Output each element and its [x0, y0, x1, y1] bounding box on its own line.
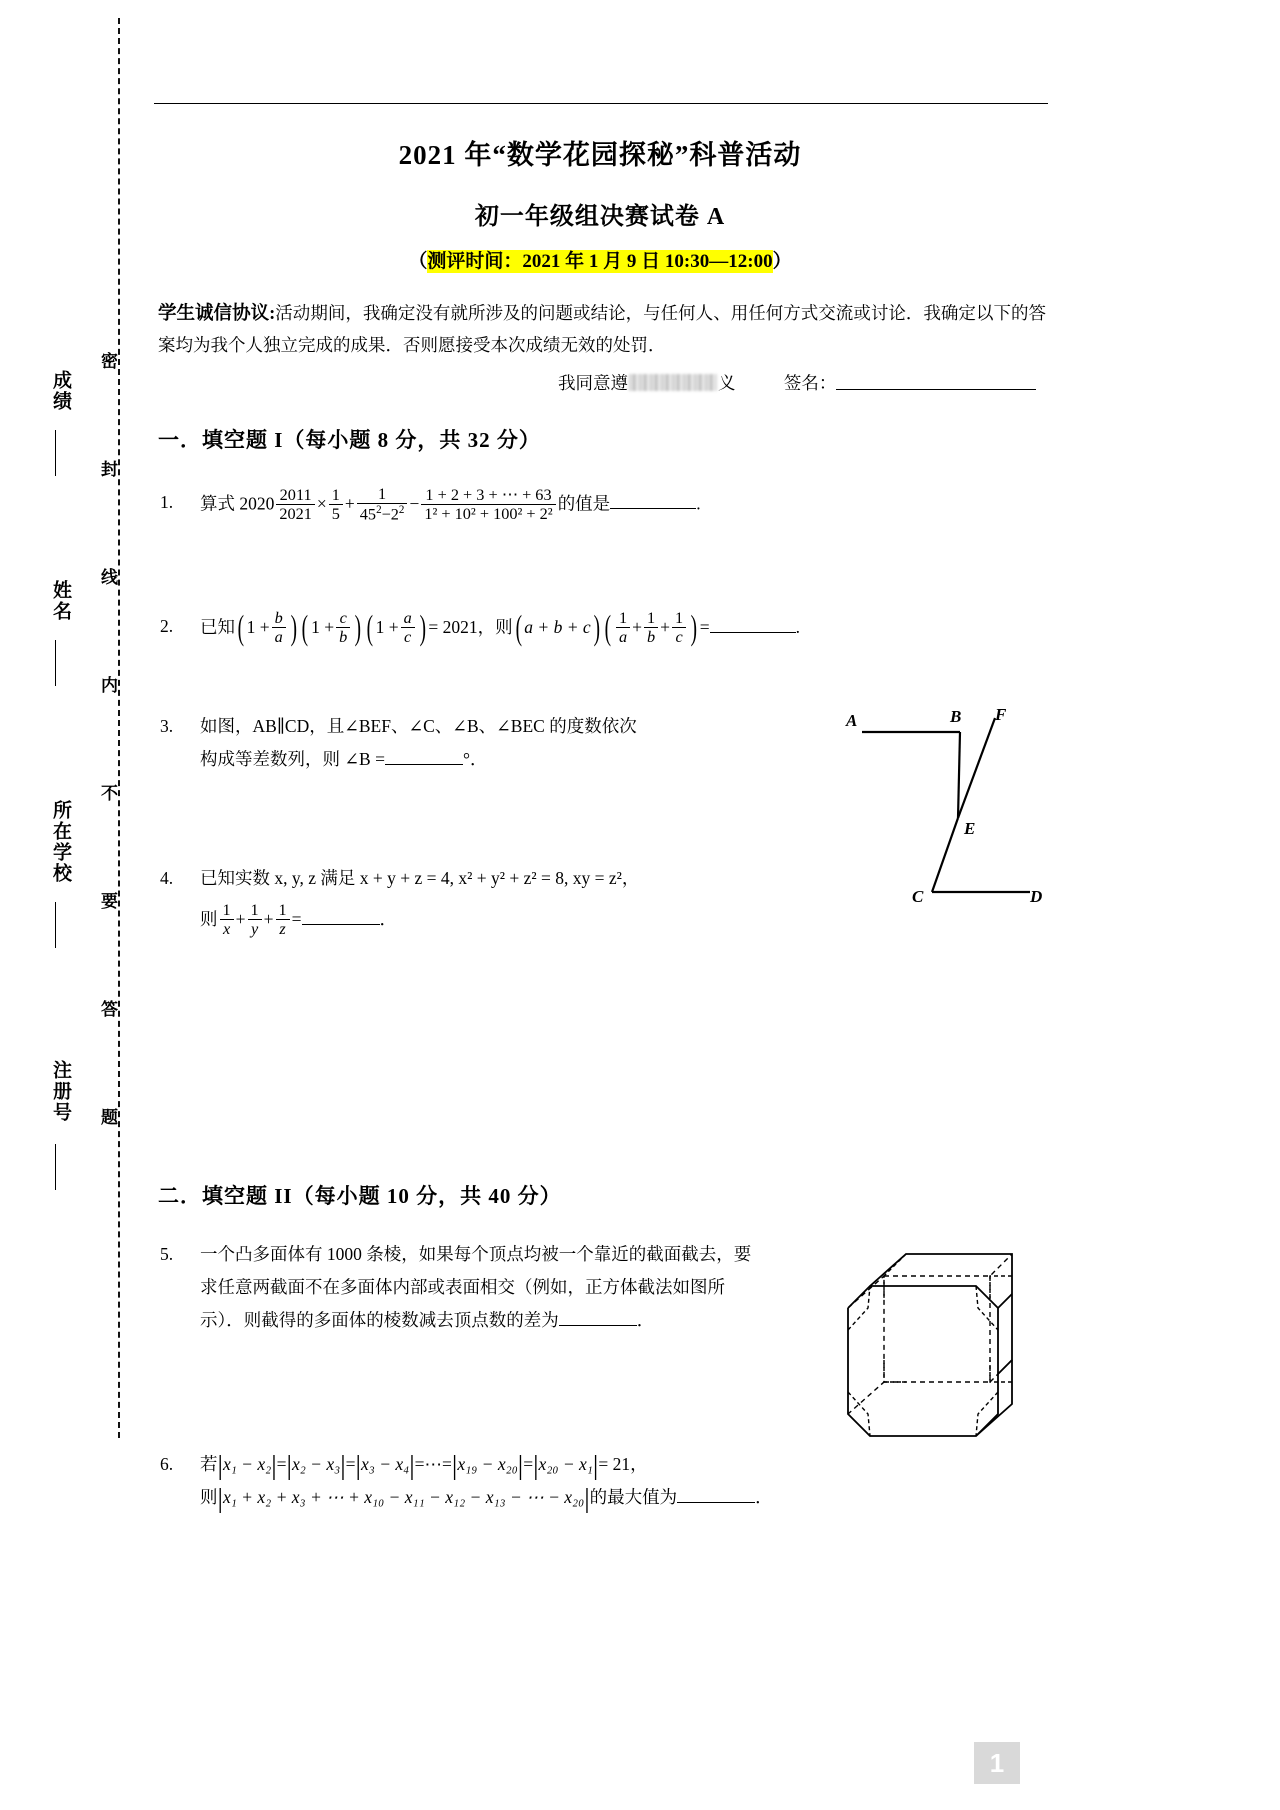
- seal-char-5: 不: [98, 784, 117, 803]
- question-6-body: 若|x₁ − x₂|=|x₂ − x₃|=|x₃ − x₄|=⋯=|x₁₉ − x₂₀|=|x₂₀ − x₁|= 21， 则|x₁ + x₂ + x₃ + ⋯ + x₁₀ − x₁₁ − x₁₂ − x₁₃ − ⋯ − x₂₀|的最大值为 ．: [200, 1449, 773, 1513]
- seal-char-3: 线: [98, 568, 117, 587]
- question-2-number: 2.: [160, 616, 174, 636]
- q2-paren-close-1: ): [290, 608, 297, 648]
- q2-sum: a + b + c: [524, 616, 591, 637]
- exam-time-line: [150, 246, 1050, 273]
- q1-times: ×: [316, 493, 327, 514]
- margin-rule-name: [55, 640, 56, 686]
- geometry-svg: [840, 700, 1055, 930]
- margin-field-score: 成绩: [50, 370, 71, 412]
- q5-line3-pre: 示）．则截得的多面体的棱数减去顶点数的差为: [200, 1310, 559, 1330]
- q1-lead: 算式: [200, 493, 235, 514]
- q5-line3-post: ．: [636, 1310, 655, 1330]
- margin-field-name: 姓名: [50, 580, 71, 622]
- q6-line1-post: = 21，: [598, 1454, 648, 1474]
- q1-fraction-3: $\frac{1}{45^2-2^2}$: [357, 485, 408, 524]
- consent-row: [158, 370, 1046, 400]
- margin-rule-reg-number: [55, 1144, 56, 1190]
- question-3-number: 3.: [160, 716, 174, 736]
- signature-input[interactable]: [836, 375, 1036, 390]
- q3-line2-post: °．: [462, 749, 488, 769]
- label-F: F: [995, 705, 1007, 724]
- q4-line2-pre: 则: [200, 909, 218, 929]
- q4-answer-blank[interactable]: [302, 911, 380, 925]
- q2-frac-b-a: $\frac{b}{a}$: [272, 609, 286, 646]
- q2-frac-a-c: $\frac{a}{c}$: [401, 609, 415, 646]
- q6-term-5: x₁₉ − x₂₀: [457, 1454, 518, 1474]
- q6-line2-pre: 则: [200, 1487, 218, 1507]
- segment-fe: [958, 718, 995, 818]
- page-number-badge: 1: [974, 1742, 1020, 1784]
- q5-line1: 一个凸多面体有 1000 条棱，如果每个顶点均被一个靠近的截面截去，要: [200, 1244, 752, 1264]
- redacted-text: [629, 374, 717, 391]
- q4-line1: 已知实数 x, y, z 满足 x + y + z = 4, x² + y² + z² = 8, xy = z²，: [200, 868, 640, 888]
- seal-char-8: 题: [98, 1108, 117, 1127]
- label-D: D: [1030, 887, 1043, 906]
- q2-recip-a: $\frac{1}{a}$: [616, 609, 630, 646]
- q4-frac-x: $\frac{1}{x}$: [220, 901, 234, 938]
- q6-term-2: x₂ − x₃: [291, 1454, 341, 1474]
- q2-paren-open-2: (: [302, 608, 309, 648]
- q2-tail: =: [699, 616, 710, 637]
- header-rule: [154, 103, 1048, 104]
- q6-term-6: x₂₀ − x₁: [538, 1454, 593, 1474]
- q1-minus: −: [409, 493, 420, 514]
- q5-answer-blank[interactable]: [559, 1312, 637, 1326]
- section-heading-1: 一．填空题 I（每小题 8 分，共 32 分）: [158, 428, 541, 452]
- consent-suffix: 义: [718, 373, 736, 393]
- question-5-number: 5.: [160, 1244, 174, 1264]
- q1-plus: +: [344, 493, 355, 514]
- section-heading-2: 二．填空题 II（每小题 10 分，共 40 分）: [158, 1184, 562, 1208]
- segment-be: [958, 732, 960, 818]
- label-E: E: [964, 819, 976, 838]
- q1-mixed-fraction: $\frac{2011}{2021}$: [276, 486, 315, 523]
- q2-paren-open-1: (: [237, 608, 245, 648]
- question-2-body: 已知( 1 + $\frac{b}{a}$ ) ( 1 + $\frac{c}{b}$ ) ( 1 + $\frac{a}{c}$ ) = 2021，则( a + b + c) ( $\frac{1}{a}$ + $\frac{1}{b}$ + $\frac{1}{c}$ ) = .: [200, 608, 801, 648]
- label-B: B: [950, 707, 962, 726]
- q1-fraction-2: $\frac{1}{5}$: [329, 486, 343, 523]
- q3-line2-pre: 构成等差数列，则 ∠B =: [200, 749, 385, 769]
- seal-char-1: 密: [98, 352, 117, 371]
- q2-paren-close-4: ): [593, 608, 600, 648]
- time-paren-open: （: [408, 251, 428, 272]
- q2-paren-close-3: ): [419, 608, 426, 648]
- q2-paren-close-5: ): [690, 608, 698, 648]
- q1-tail: 的值是: [557, 493, 611, 514]
- q6-term-3: x₃ − x₄: [360, 1454, 410, 1474]
- q2-paren-open-4: (: [515, 608, 522, 648]
- q5-line2: 求任意两截面不在多面体内部或表面相交（例如，正方体截法如图所: [200, 1277, 725, 1297]
- q6-line1-pre: 若: [200, 1454, 218, 1474]
- q6-answer-blank[interactable]: [677, 1489, 755, 1503]
- q4-frac-z: $\frac{1}{z}$: [276, 901, 290, 938]
- q2-paren-open-5: (: [604, 608, 612, 648]
- cube-front-face: [848, 1286, 998, 1436]
- q2-frac-c-b: $\frac{c}{b}$: [336, 609, 350, 646]
- q3-line1: 如图，AB∥CD，且∠BEF、∠C、∠B、∠BEC 的度数依次: [200, 716, 637, 736]
- segment-ec: [932, 818, 958, 892]
- q6-line2-expr: x₁ + x₂ + x₃ + ⋯ + x₁₀ − x₁₁ − x₁₂ − x₁₃ − ⋯ − x₂₀: [222, 1487, 585, 1507]
- q2-recip-b: $\frac{1}{b}$: [644, 609, 658, 646]
- question-1-body: 算式 2020 $\frac{2011}{2021}$ × $\frac{1}{5}$ + $\frac{1}{45^2-2^2}$ − $\frac{1 + 2 + 3 + \cdots + 63}{\text{1² + 10² + 100² + 2²}}$ 的值是 .: [200, 485, 701, 524]
- seal-char-7: 答: [98, 1000, 117, 1019]
- q4-period: ．: [379, 909, 398, 929]
- seal-char-4: 内: [98, 676, 117, 695]
- q2-recip-c: $\frac{1}{c}$: [672, 609, 686, 646]
- cube-svg: [810, 1238, 1060, 1488]
- q4-frac-y: $\frac{1}{y}$: [248, 901, 262, 938]
- label-A: A: [846, 711, 858, 730]
- exam-page: [150, 0, 1050, 1810]
- q2-paren-open-3: (: [366, 608, 373, 648]
- pledge-text: 活动期间，我确定没有就所涉及的问题或结论，与任何人、用任何方式交流或讨论．我确定以下的答案均为我个人独立完成的成果．否则愿接受本次成绩无效的处罚．: [158, 303, 1046, 355]
- integrity-pledge: [158, 298, 1046, 361]
- margin-rule-school: [55, 902, 56, 948]
- q2-lead: 已知: [200, 616, 235, 637]
- margin-field-reg-number: 注册号: [50, 1060, 71, 1123]
- consent-prefix: 我同意遵: [558, 373, 628, 393]
- q2-equals: = 2021: [428, 616, 478, 637]
- question-5-body: [200, 1238, 820, 1337]
- q6-ellipsis: ⋯: [424, 1454, 443, 1474]
- q3-answer-blank[interactable]: [385, 751, 463, 765]
- left-margin: [0, 0, 140, 1810]
- page-title-line1: 2021 年“数学花园探秘”科普活动: [398, 140, 802, 170]
- figure-q5-truncated-cube: [810, 1238, 1060, 1488]
- time-label: 测评时间：: [427, 251, 523, 272]
- q1-answer-blank[interactable]: [610, 495, 696, 509]
- q2-then: ，则: [477, 616, 513, 637]
- margin-rule-score: [55, 430, 56, 476]
- label-C: C: [912, 887, 924, 906]
- question-3-body: [200, 710, 800, 776]
- cube-top-back-edges: [870, 1254, 1012, 1436]
- time-paren-close: ）: [772, 251, 792, 272]
- q1-fraction-4: $\frac{1 + 2 + 3 + \cdots + 63}{\text{1² + 10² + 100² + 2²}}$: [421, 486, 555, 523]
- time-value: 2021 年 1 月 9 日 10:30—12:00: [522, 251, 773, 272]
- q6-term-1: x₁ − x₂: [222, 1454, 272, 1474]
- dashed-fold-line: [118, 18, 120, 1438]
- page-title-line2: 初一年级组决赛试卷 A: [474, 204, 726, 230]
- cube-truncation-cuts: [848, 1254, 1012, 1436]
- question-4-number: 4.: [160, 868, 174, 888]
- figure-q3-parallel-lines: [840, 700, 1055, 930]
- seal-char-6: 要: [98, 892, 117, 911]
- signature-label: 签名：: [783, 373, 837, 393]
- question-1-number: 1.: [160, 492, 174, 512]
- q6-line2-post: ．: [755, 1487, 773, 1507]
- q1-whole: 2020: [239, 493, 275, 514]
- q2-paren-close-2: ): [354, 608, 362, 648]
- question-6-number: 6.: [160, 1454, 174, 1474]
- q4-line2-post: =: [291, 909, 302, 929]
- cube-hidden-edges: [848, 1254, 1012, 1414]
- pledge-label: 学生诚信协议:: [158, 304, 276, 324]
- margin-field-school: 所在学校: [50, 800, 71, 884]
- q6-line2-mid: 的最大值为: [589, 1487, 678, 1507]
- question-4-body: 已知实数 x, y, z 满足 x + y + z = 4, x² + y² + z² = 8, xy = z²， 则 $\frac{1}{x}$ + $\frac{1}{y}$ + $\frac{1}{z}$ = ．: [200, 868, 640, 939]
- seal-char-2: 封: [98, 460, 117, 479]
- q2-answer-blank[interactable]: [710, 619, 796, 633]
